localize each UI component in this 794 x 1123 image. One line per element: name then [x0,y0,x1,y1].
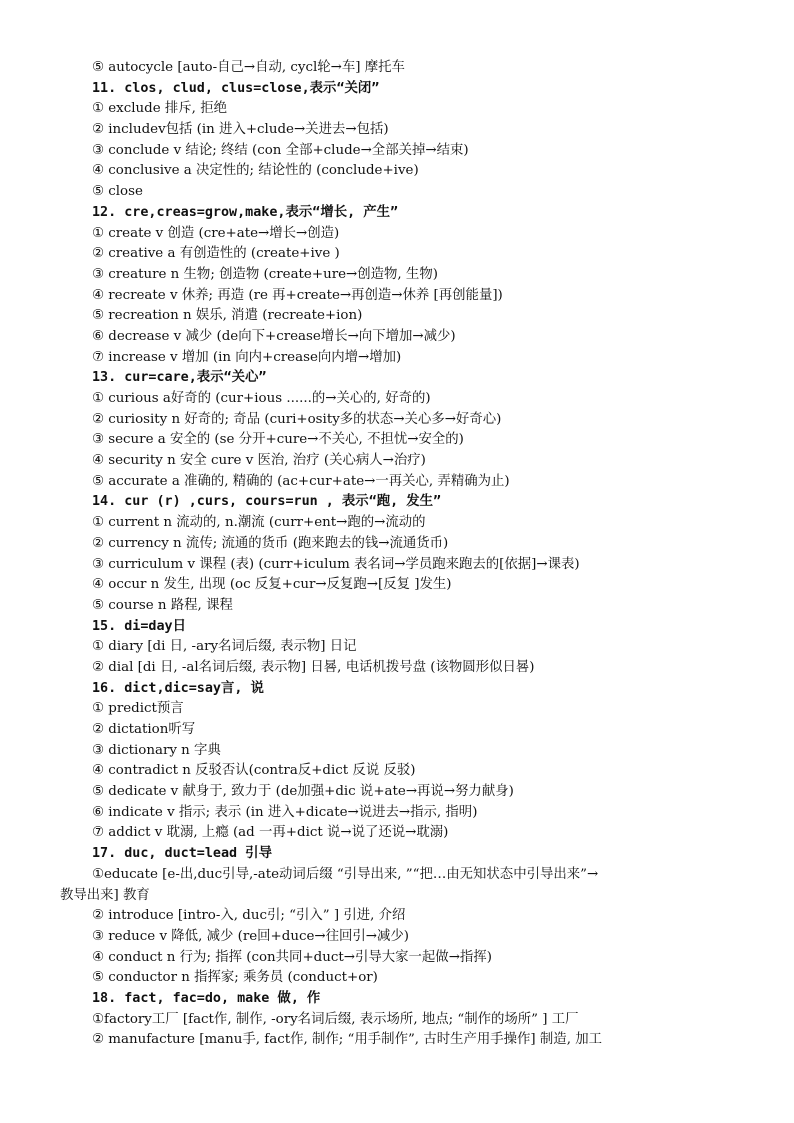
vocab-line: ② dial [di 日, -al名词后缀, 表示物] 日晷, 电话机拨号盘 (该物圆形似日晷) [92,659,535,675]
vocab-line: ③ secure a 安全的 (se 分开+cure→不关心, 不担忧→安全的) [92,432,464,448]
vocab-line: ② includev包括 (in 进入+clude→关进去→包括) [92,122,389,138]
vocab-line: ④ recreate v 休养; 再造 (re 再+create→再创造→休养 [再创能量]) [92,287,503,303]
vocab-line: ① create v 创造 (cre+ate→增长→创造) [92,225,340,241]
vocab-line: ⑤ recreation n 娱乐, 消遣 (recreate+ion) [92,308,363,324]
vocab-line: ① predict预言 [92,701,184,717]
vocab-line: ⑤ autocycle [auto-自己→自动, cycl轮→车] 摩托车 [92,60,405,75]
document-page [0,58,794,1051]
vocab-line: ③ conclude v 结论; 终结 (con 全部+clude→全部关掉→结束) [92,142,469,158]
vocab-line: ③ curriculum v 课程 (表) (curr+iculum 表名词→学员跑来跑去的[依据]→课表) [92,556,580,572]
vocab-line: ⑤ course n 路程, 课程 [92,597,233,613]
vocab-line: ①educate [e-出,duc引导,-ate动词后缀 “引导出来, ”“把…由无知状态中引导出来”→ [92,866,599,882]
vocab-line: ④ occur n 发生, 出现 (oc 反复+cur→反复跑→[反复 ]发生) [92,577,452,593]
vocab-line: ① current n 流动的, n.潮流 (curr+ent→跑的→流动的 [92,515,426,531]
vocab-line: ② currency n 流传; 流通的货币 (跑来跑去的钱→流通货币) [92,535,449,551]
vocab-line: ③ creature n 生物; 创造物 (create+ure→创造物, 生物) [92,266,438,282]
vocab-line: ⑤ dedicate v 献身于, 致力于 (de加强+dic 说+ate→再说→努力献身) [92,784,514,800]
section-heading: 16. dict,dic=say言, 说 [92,680,264,696]
vocab-line: ② creative a 有创造性的 (create+ive ) [92,246,340,262]
section-heading: 14. cur (r) ,curs, cours=run , 表示“跑, 发生” [92,494,442,510]
section-heading: 12. cre,creas=grow,make,表示“增长, 产生” [92,204,399,220]
vocab-line: ⑤ conductor n 指挥家; 乘务员 (conduct+or) [92,970,378,986]
vocab-line: ② manufacture [manu手, fact作, 制作; “用手制作”, 古时生产用手操作] 制造, 加工 [92,1032,602,1048]
vocab-line: ⑤ close [92,184,143,200]
vocab-line: ④ security n 安全 cure v 医治, 治疗 (关心病人→治疗) [92,453,426,469]
vocab-line: ② introduce [intro-入, duc引; “引入” ] 引进, 介绍 [92,908,406,924]
vocab-line: ⑥ indicate v 指示; 表示 (in 进入+dicate→说进去→指示, 指明) [92,804,478,820]
vocab-line: ③ dictionary n 字典 [92,742,221,758]
section-heading: 17. duc, duct=lead 引导 [92,846,272,862]
vocab-line: ④ conclusive a 决定性的; 结论性的 (conclude+ive) [92,163,419,179]
vocab-line: ① curious a好奇的 (cur+ious ......的→关心的, 好奇的) [92,391,431,406]
vocab-line: ⑦ increase v 增加 (in 向内+crease向内增→增加) [92,349,402,365]
vocab-line: ② curiosity n 好奇的; 奇品 (curi+osity多的状态→关心多→好奇心) [92,411,502,427]
section-heading: 13. cur=care,表示“关心” [92,370,267,386]
vocab-line: ① diary [di 日, -ary名词后缀, 表示物] 日记 [92,639,357,655]
section-heading: 18. fact, fac=do, make 做, 作 [92,990,321,1006]
vocab-line: ④ contradict n 反驳否认(contra反+dict 反说 反驳) [92,763,416,779]
vocab-line: ① exclude 排斥, 拒绝 [92,101,227,117]
vocab-line: ② dictation听写 [92,722,196,737]
vocab-line: ④ conduct n 行为; 指挥 (con共同+duct→引导大家一起做→指挥) [92,949,492,965]
vocab-line: ①factory工厂 [fact作, 制作, -ory名词后缀, 表示场所, 地点; “制作的场所” ] 工厂 [92,1011,579,1027]
section-heading: 11. clos, clud, clus=close,表示“关闭” [92,80,380,96]
vocab-line: ⑦ addict v 耽溺, 上瘾 (ad 一再+dict 说→说了还说→耽溺) [92,825,449,841]
section-heading: 15. di=day日 [92,618,187,634]
vocab-line: ③ reduce v 降低, 减少 (re回+duce→往回引→减少) [92,928,410,944]
vocab-line: ⑤ accurate a 准确的, 精确的 (ac+cur+ate→一再关心, 弄精确为止) [92,473,510,489]
vocab-line: 教导出来] 教育 [60,887,150,903]
vocab-line: ⑥ decrease v 减少 (de向下+crease增长→向下增加→减少) [92,328,456,344]
